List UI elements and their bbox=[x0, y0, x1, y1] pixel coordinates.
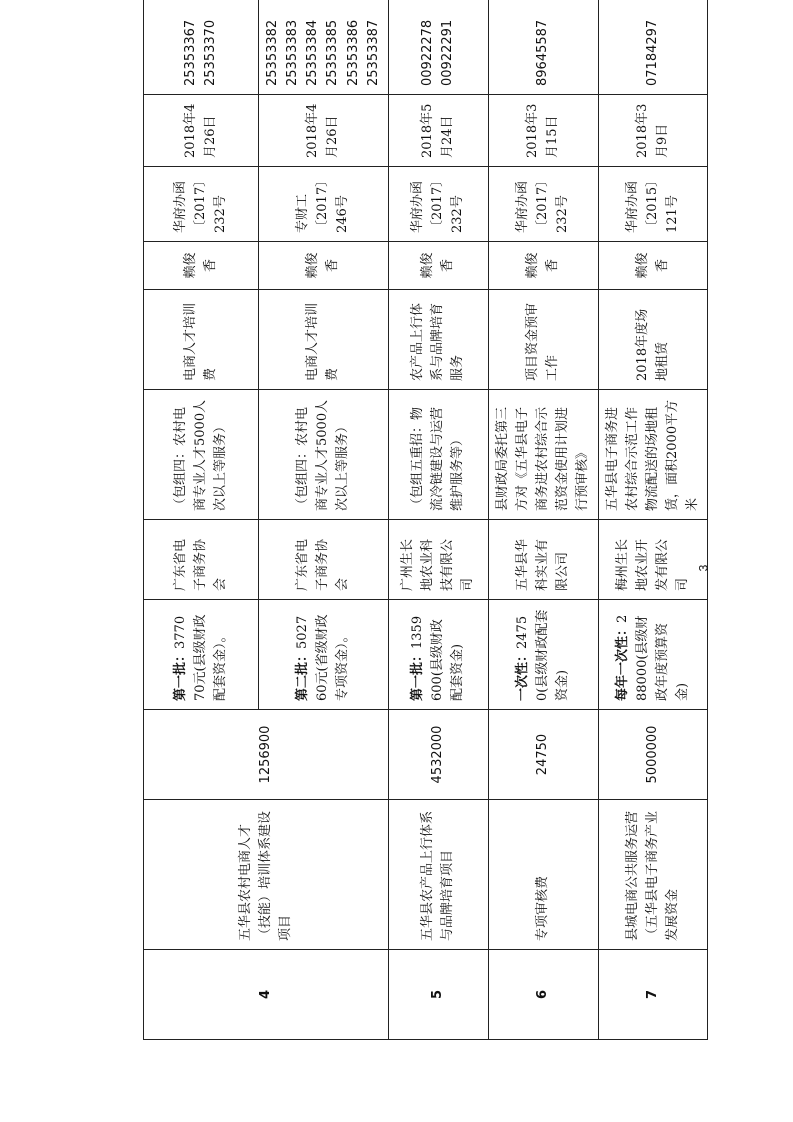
use-text: 2018年度场地租赁 bbox=[598, 290, 708, 390]
batch-cell bbox=[488, 600, 598, 710]
batch-text: 288000(县级财政年度预算资金) bbox=[614, 614, 691, 701]
unit-name: 广东省电子商务协会 bbox=[259, 520, 389, 600]
batch-label: 第一批： bbox=[410, 648, 426, 701]
voucher-number: 25353382 bbox=[265, 19, 280, 86]
batch-label: 一次性： bbox=[514, 648, 530, 701]
row-number: 7 bbox=[598, 950, 708, 1040]
row-number: 5 bbox=[388, 950, 488, 1040]
batch-text: 24750(县级财政配套资金) bbox=[514, 609, 571, 701]
use-text: 项目资金预审工作 bbox=[488, 290, 598, 390]
batch-text: 1359600(县级财政配套资金) bbox=[410, 615, 466, 701]
project-name: 县城电商公共服务运营（五华县电子商务产业发展资金 bbox=[598, 800, 708, 950]
date-text: 2018年3月9日 bbox=[598, 95, 708, 167]
total-amount: 5000000 bbox=[598, 710, 708, 800]
content-text: （包组四：农村电商专业人才5000人次以上等服务） bbox=[144, 390, 259, 520]
total-amount: 4532000 bbox=[388, 710, 488, 800]
voucher-number: 25353386 bbox=[345, 19, 361, 86]
total-amount: 24750 bbox=[488, 710, 598, 800]
batch-text: 377070元(县级财政配套资金）。 bbox=[172, 614, 229, 701]
voucher-cell bbox=[598, 0, 708, 95]
batch-label: 每年一次性： bbox=[614, 622, 630, 701]
person-name: 赖俊香 bbox=[259, 242, 389, 290]
voucher-number: 25353383 bbox=[285, 19, 301, 86]
rotated-table-wrapper bbox=[143, 19, 701, 1040]
row-number: 6 bbox=[488, 950, 598, 1040]
voucher-cell bbox=[144, 0, 259, 95]
voucher-cell bbox=[388, 0, 488, 95]
table-row bbox=[488, 0, 598, 1040]
table-row bbox=[388, 0, 488, 1040]
voucher-number: 00922278 bbox=[420, 19, 436, 86]
person-name: 赖俊香 bbox=[488, 242, 598, 290]
person-name: 赖俊香 bbox=[144, 242, 259, 290]
row-number: 4 bbox=[144, 950, 389, 1040]
project-name: 五华县农产品上行体系与品牌培育项目 bbox=[388, 800, 488, 950]
doc-number: 专财工〔2017〕246号 bbox=[259, 167, 389, 242]
voucher-cell bbox=[488, 0, 598, 95]
unit-name: 广州生长地农业科技有限公司 bbox=[388, 520, 488, 600]
doc-number: 华府办函〔2017〕232号 bbox=[488, 167, 598, 242]
unit-name: 梅州生长地农业开发有限公司 bbox=[598, 520, 708, 600]
batch-cell bbox=[388, 600, 488, 710]
content-text: （包组五重招：物流冷链建设与运营维护服务等） bbox=[388, 390, 488, 520]
date-text: 2018年5月24日 bbox=[388, 95, 488, 167]
table-row bbox=[598, 0, 708, 1040]
table-row bbox=[144, 0, 259, 1040]
use-text: 农产品上行体系与品牌培育服务 bbox=[388, 290, 488, 390]
project-name: 专项审核费 bbox=[488, 800, 598, 950]
content-text: 县财政局委托第三方对《五华县电子商务进农村综合示范资金使用计划进行预审核》 bbox=[488, 390, 598, 520]
voucher-number: 25353370 bbox=[203, 19, 218, 86]
voucher-number: 07184297 bbox=[644, 19, 660, 86]
voucher-number: 89645587 bbox=[535, 19, 551, 86]
voucher-number: 25353387 bbox=[365, 19, 381, 86]
total-amount: 1256900 bbox=[144, 710, 389, 800]
batch-text: 502760元(省级财政专项资金）。 bbox=[295, 614, 351, 701]
batch-label: 第二批： bbox=[295, 648, 311, 701]
use-text: 电商人才培训费 bbox=[259, 290, 389, 390]
unit-name: 广东省电子商务协会 bbox=[144, 520, 259, 600]
doc-number: 华府办函〔2017〕232号 bbox=[144, 167, 259, 242]
content-text: 五华县电子商务进农村综合示范工作物流配送的场地租赁，面积2000平方米 bbox=[598, 390, 708, 520]
date-text: 2018年4月26日 bbox=[259, 95, 389, 167]
voucher-number: 00922291 bbox=[440, 19, 456, 86]
person-name: 赖俊香 bbox=[388, 242, 488, 290]
project-name: 五华县农村电商人才（技能）培训体系建设项目 bbox=[144, 800, 389, 950]
voucher-number: 25353384 bbox=[305, 19, 321, 86]
batch-label: 第一批： bbox=[172, 648, 188, 701]
page-number: 3 bbox=[696, 564, 711, 572]
doc-number: 华府办函〔2017〕232号 bbox=[388, 167, 488, 242]
batch-cell bbox=[259, 600, 389, 710]
use-text: 电商人才培训费 bbox=[144, 290, 259, 390]
batch-cell bbox=[598, 600, 708, 710]
date-text: 2018年4月26日 bbox=[144, 95, 259, 167]
voucher-number: 25353367 bbox=[182, 19, 198, 86]
fund-table bbox=[143, 0, 711, 1040]
voucher-cell bbox=[259, 0, 389, 95]
voucher-number: 25353385 bbox=[325, 19, 341, 86]
batch-cell bbox=[144, 600, 259, 710]
doc-number: 华府办函〔2015〕121号 bbox=[598, 167, 708, 242]
content-text: （包组四：农村电商专业人才5000人次以上等服务） bbox=[259, 390, 389, 520]
person-name: 赖俊香 bbox=[598, 242, 708, 290]
date-text: 2018年3月15日 bbox=[488, 95, 598, 167]
unit-name: 五华县华科实业有限公司 bbox=[488, 520, 598, 600]
